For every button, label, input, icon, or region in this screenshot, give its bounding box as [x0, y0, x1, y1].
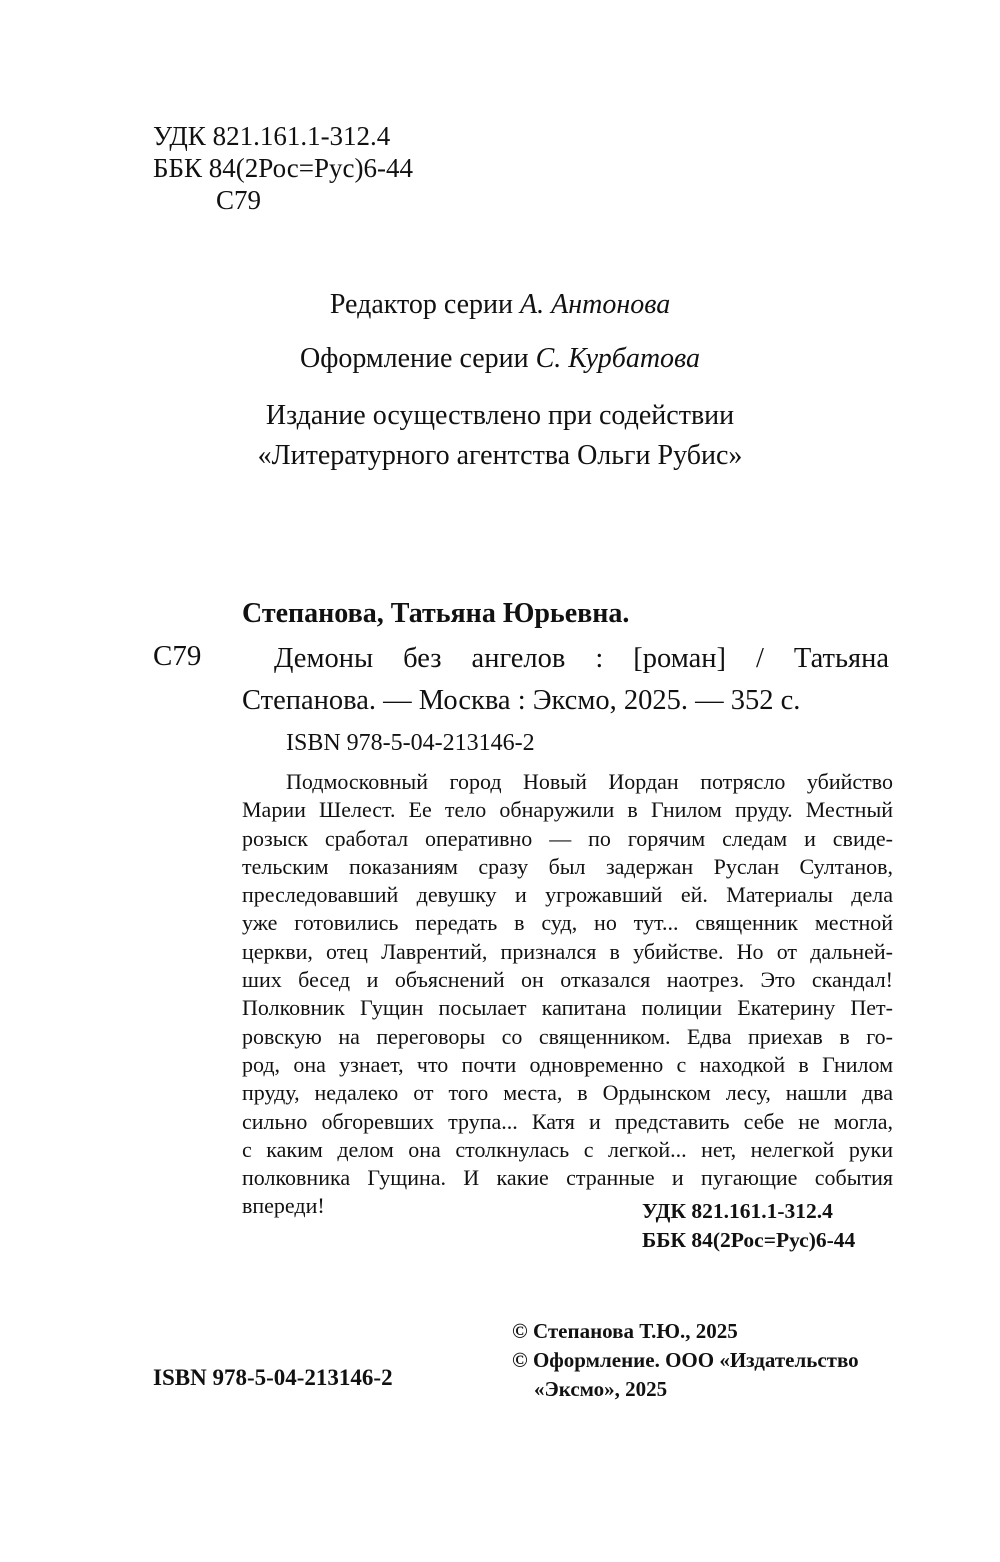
title-line-1: Демоны без ангелов : [роман] / Татьяна [274, 643, 889, 674]
annotation-line: сильно обгоревших трупа... Катя и представить себе не могла, [242, 1108, 893, 1134]
annotation-paragraph [242, 768, 893, 1221]
annotation-line: род, она узнает, что почти одновременно с находкой в Гнилом [242, 1051, 893, 1077]
series-design-name: С. Курбатова [535, 343, 700, 374]
udk-code: УДК 821.161.1-312.4 [153, 121, 391, 151]
annotation-line: ровскую на переговоры со священником. Едва приехав в го- [242, 1023, 893, 1049]
series-design-line [0, 337, 1000, 381]
support-line-1: Издание осуществлено при содействии [265, 400, 735, 431]
copyright-design-cont: «Эксмо», 2025 [534, 1377, 668, 1401]
udk-bbk-block [642, 1197, 855, 1255]
annotation-line: пруду, недалеко от того места, в Ордынском лесу, нашли два [242, 1080, 893, 1106]
series-editor-line [0, 283, 1000, 327]
annotation-line: церкви, отец Лаврентий, признался в убийстве. Но от дальней- [242, 938, 893, 964]
record-isbn: ISBN 978-5-04-213146-2 [286, 730, 535, 756]
classification-block [153, 120, 413, 216]
copyright-block [512, 1317, 859, 1404]
support-line-2: «Литературного агентства Ольги Рубис» [257, 440, 743, 471]
annotation-line: Полковник Гущин посылает капитана полиции Екатерину Пет- [242, 995, 893, 1021]
bbk-code-bold: ББК 84(2Рос=Рус)6-44 [642, 1228, 856, 1252]
author-heading: Степанова, Татьяна Юрьевна. [242, 598, 630, 629]
series-editor-name: А. Антонова [520, 289, 671, 320]
title-description [242, 638, 889, 722]
annotation-line: Подмосковный город Новый Иордан потрясло убийство [286, 769, 893, 794]
annotation-line: преследовавший девушку и угрожавший ей. Материалы дела [242, 882, 893, 908]
copyright-design: © Оформление. ООО «Издательство [512, 1348, 859, 1372]
title-line-2: Степанова. — Москва : Эксмо, 2025. — 352 с. [242, 685, 801, 716]
copyright-author: © Степанова Т.Ю., 2025 [512, 1319, 738, 1343]
annotation-line: с каким делом она столкнулась с легкой... нет, нелегкой руки [242, 1136, 893, 1162]
annotation-line: уже готовились передать в суд, но тут... священник местной [242, 910, 893, 936]
series-design-label: Оформление серии [299, 343, 529, 374]
annotation-line: Марии Шелест. Ее тело обнаружили в Гнилом пруду. Местный [242, 797, 893, 823]
annotation-line: ших бесед и объяснений он отказался наотрез. Это скандал! [242, 967, 893, 993]
author-mark: С79 [216, 185, 262, 215]
bbk-code: ББК 84(2Рос=Рус)6-44 [153, 153, 413, 183]
udk-code-bold: УДК 821.161.1-312.4 [642, 1199, 833, 1223]
annotation-line: розыск сработал оперативно — по горячим следам и свиде- [242, 825, 893, 851]
annotation-line: впереди! [242, 1193, 325, 1219]
annotation-line: полковника Гущина. И какие странные и пугающие события [242, 1165, 893, 1191]
record-author-mark: С79 [153, 640, 202, 672]
annotation-line: тельским показаниям сразу был задержан Руслан Султанов, [242, 853, 893, 879]
series-editor-label: Редактор серии [329, 289, 514, 320]
isbn-bottom: ISBN 978-5-04-213146-2 [153, 1365, 393, 1390]
